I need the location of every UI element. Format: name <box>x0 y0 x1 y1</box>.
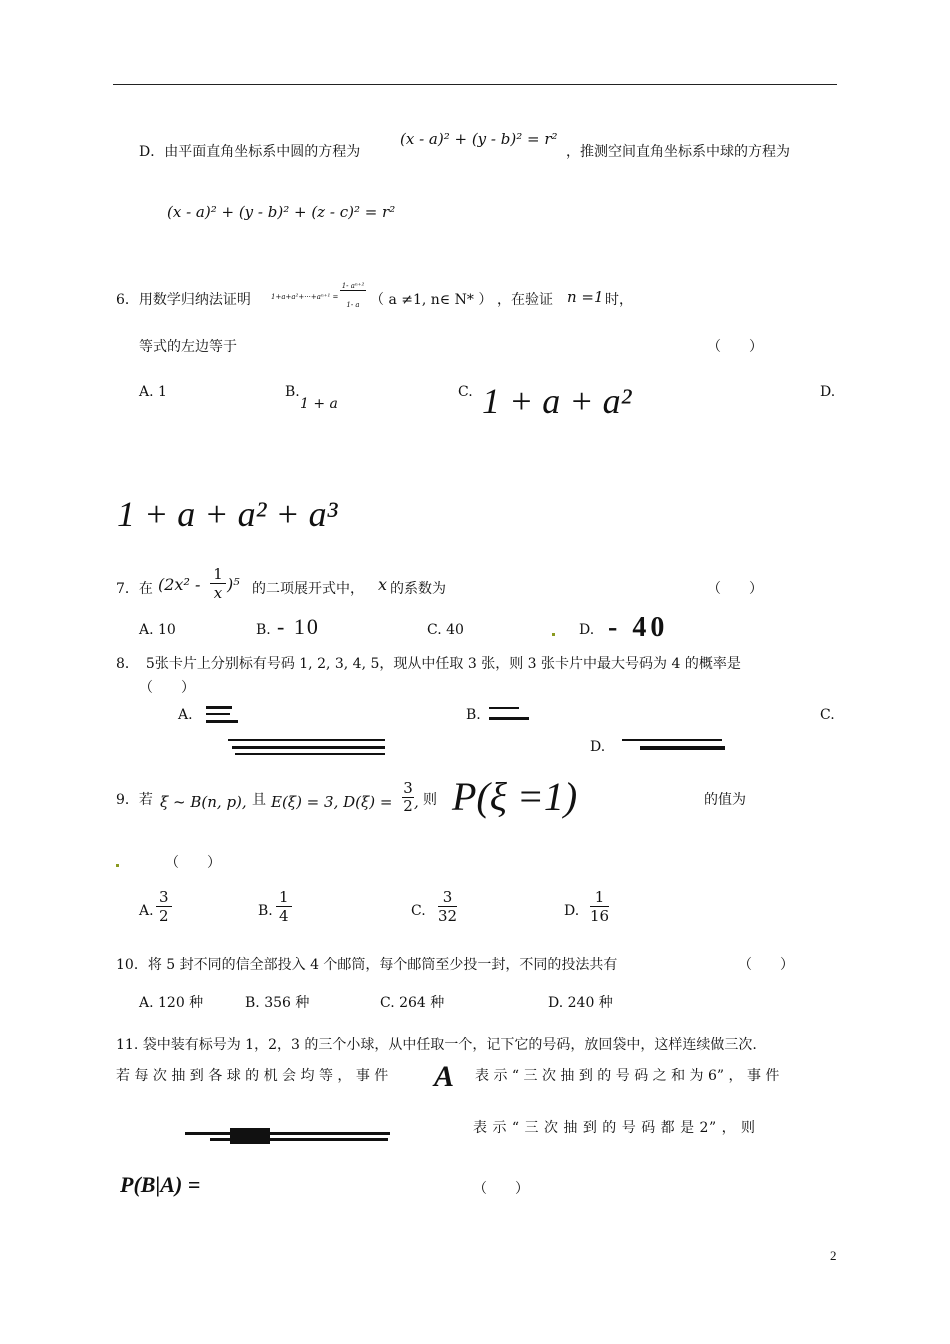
q9-option-b-den: 4 <box>279 907 289 925</box>
q9-frac-num: 3 <box>403 779 413 797</box>
q9-option-a-num: 3 <box>156 888 172 907</box>
q6-frac-num: 1- aⁿ⁺² <box>341 282 365 290</box>
q11-line2-b: 表 示 “ 三 次 抽 到 的 号 码 之 和 为 6” ， 事 件 <box>475 1068 780 1084</box>
q11-line1: 11. 袋中装有标号为 1，2，3 的三个小球，从中任取一个，记下它的号码，放回袋中，这样连续做三次. <box>116 1037 757 1053</box>
q11-conditional-probability: P(B|A) = <box>120 1172 201 1197</box>
q6-prefix: 6．用数学归纳法证明 <box>116 292 251 308</box>
q11-line2-a: 若 每 次 抽 到 各 球 的 机 会 均 等 ， 事 件 <box>116 1068 389 1084</box>
q9-option-c-fraction <box>438 888 457 925</box>
q7-option-d-label: D. <box>579 622 595 638</box>
q7-option-d: - 40 <box>608 612 669 643</box>
q8-option-a-garbled-line <box>206 720 238 723</box>
q9-probability: P(ξ =1) <box>452 774 578 819</box>
q7-mid: 的二项展开式中， <box>252 581 364 597</box>
q7-option-b: - 10 <box>277 614 320 639</box>
q6-frac-den: 1- a <box>346 301 360 309</box>
q6-option-c: 1 + a + a² <box>482 381 632 421</box>
q6-line2: 等式的左边等于 <box>139 339 237 355</box>
q9-option-a-label: A. <box>139 903 154 919</box>
q6-option-d-label: D. <box>820 384 836 400</box>
q8-option-d-label: D. <box>590 739 606 755</box>
q7-paren: （ ） <box>707 581 763 597</box>
q10-option-c: C. 264 种 <box>380 995 445 1011</box>
q10-line1: 10．将 5 封不同的信全部投入 4 个邮筒，每个邮筒至少投一封，不同的投法共有 <box>116 957 618 973</box>
q7-frac-num: 1 <box>210 565 226 584</box>
q8-garbled-bar <box>235 753 385 755</box>
q9-option-c-label: C. <box>411 903 426 919</box>
q11-event-b-garbled <box>185 1132 390 1135</box>
q6-option-b-label: B. <box>285 384 300 400</box>
header-rule <box>113 84 837 85</box>
q9-option-c-den: 32 <box>438 907 458 925</box>
q7-frac-den: x <box>213 584 223 602</box>
q9-option-b-label: B. <box>258 903 273 919</box>
q6-formula-fraction <box>340 282 366 309</box>
q7-expr-a: (2x² - <box>158 575 201 594</box>
q8-option-b-garbled <box>489 707 519 709</box>
q9-dist: ξ ~ B(n, p), <box>160 793 247 811</box>
q8-option-b-label: B. <box>466 707 481 723</box>
q6-option-c-label: C. <box>458 384 473 400</box>
q6-option-a: A. 1 <box>139 384 167 400</box>
q9-comma: , <box>414 793 419 811</box>
q8-option-a-label: A. <box>178 707 193 723</box>
q9-frac-den: 2 <box>403 797 413 815</box>
q8-option-b-garbled-line <box>489 717 529 720</box>
q7-expr-b: )⁵ <box>227 575 240 594</box>
q9-option-d-label: D. <box>564 903 580 919</box>
q6-verify-text: ，在验证 <box>497 292 553 308</box>
q10-option-b: B. 356 种 <box>245 995 310 1011</box>
q8-option-a-garbled-line <box>206 713 230 715</box>
circle-equation: (x - a)² + (y - b)² = r² <box>400 130 558 148</box>
q6-option-b: 1 + a <box>300 396 338 412</box>
q10-option-d: D. 240 种 <box>548 995 613 1011</box>
q6-condition: （ a ≠1, n∈ N* ） <box>370 292 493 308</box>
q9-option-d-fraction <box>590 888 609 925</box>
q9-end: 的值为 <box>704 792 746 808</box>
q9-expect: E(ξ) = 3, D(ξ) = <box>271 793 393 811</box>
q10-option-a: A. 120 种 <box>139 995 204 1011</box>
q6-paren: （ ） <box>707 339 763 355</box>
q11-event-a: A <box>434 1060 455 1093</box>
stray-mark <box>552 633 555 636</box>
d-option-label: D．由平面直角坐标系中圆的方程为 <box>139 144 361 160</box>
q8-option-d-garbled <box>622 739 722 741</box>
q7-var: x <box>378 575 388 594</box>
q9-option-c-num: 3 <box>438 888 457 907</box>
q9-and: 且 <box>252 792 266 808</box>
q7-option-a: A. 10 <box>139 622 176 638</box>
q8-option-a-garbled <box>206 706 232 709</box>
q8-line1: 8． 5张卡片上分别标有号码 1, 2, 3, 4, 5，现从中任取 3 张，则 3 张卡片中最大号码为 4 的概率是 <box>116 656 741 672</box>
q7-option-b-label: B. <box>256 622 271 638</box>
q9-prefix: 9．若 <box>116 792 153 808</box>
q7-option-c: C. 40 <box>427 622 464 638</box>
q7-prefix: 7．在 <box>116 581 153 597</box>
q8-option-d-garbled-line <box>640 746 725 750</box>
q9-paren: （ ） <box>165 855 221 871</box>
q9-option-b-num: 1 <box>276 888 292 907</box>
q7-end: 的系数为 <box>390 581 446 597</box>
page-number: 2 <box>830 1248 837 1263</box>
q8-paren: （ ） <box>139 680 195 696</box>
q8-garbled-bar <box>228 739 385 741</box>
stray-mark <box>116 864 119 867</box>
q8-garbled-bar <box>232 746 385 749</box>
q9-option-d-num: 1 <box>590 888 609 907</box>
q9-fraction <box>402 780 414 815</box>
q9-option-b-fraction <box>276 888 292 925</box>
q6-verify-eq: n =1 <box>567 288 604 306</box>
q9-then: 则 <box>423 792 437 808</box>
q8-option-c-label: C. <box>820 707 835 723</box>
q9-option-d-den: 16 <box>590 907 610 925</box>
q10-paren: （ ） <box>738 957 794 973</box>
d-option-middle: ，推测空间直角坐标系中球的方程为 <box>566 144 790 160</box>
q11-event-b-garbled-block <box>230 1128 270 1144</box>
q6-option-d: 1 + a + a² + a³ <box>117 494 338 534</box>
q9-option-a-fraction <box>156 888 172 925</box>
q6-verify-end: 时， <box>605 292 633 308</box>
q7-fraction <box>210 565 226 602</box>
q11-paren: （ ） <box>473 1181 529 1197</box>
q6-formula-left: 1+a+a²+···+aⁿ⁺¹ = <box>271 293 339 301</box>
q11-line3: 表 示 “ 三 次 抽 到 的 号 码 都 是 2” ， 则 <box>473 1120 756 1136</box>
sphere-equation: (x - a)² + (y - b)² + (z - c)² = r² <box>167 203 396 221</box>
q9-option-a-den: 2 <box>159 907 169 925</box>
